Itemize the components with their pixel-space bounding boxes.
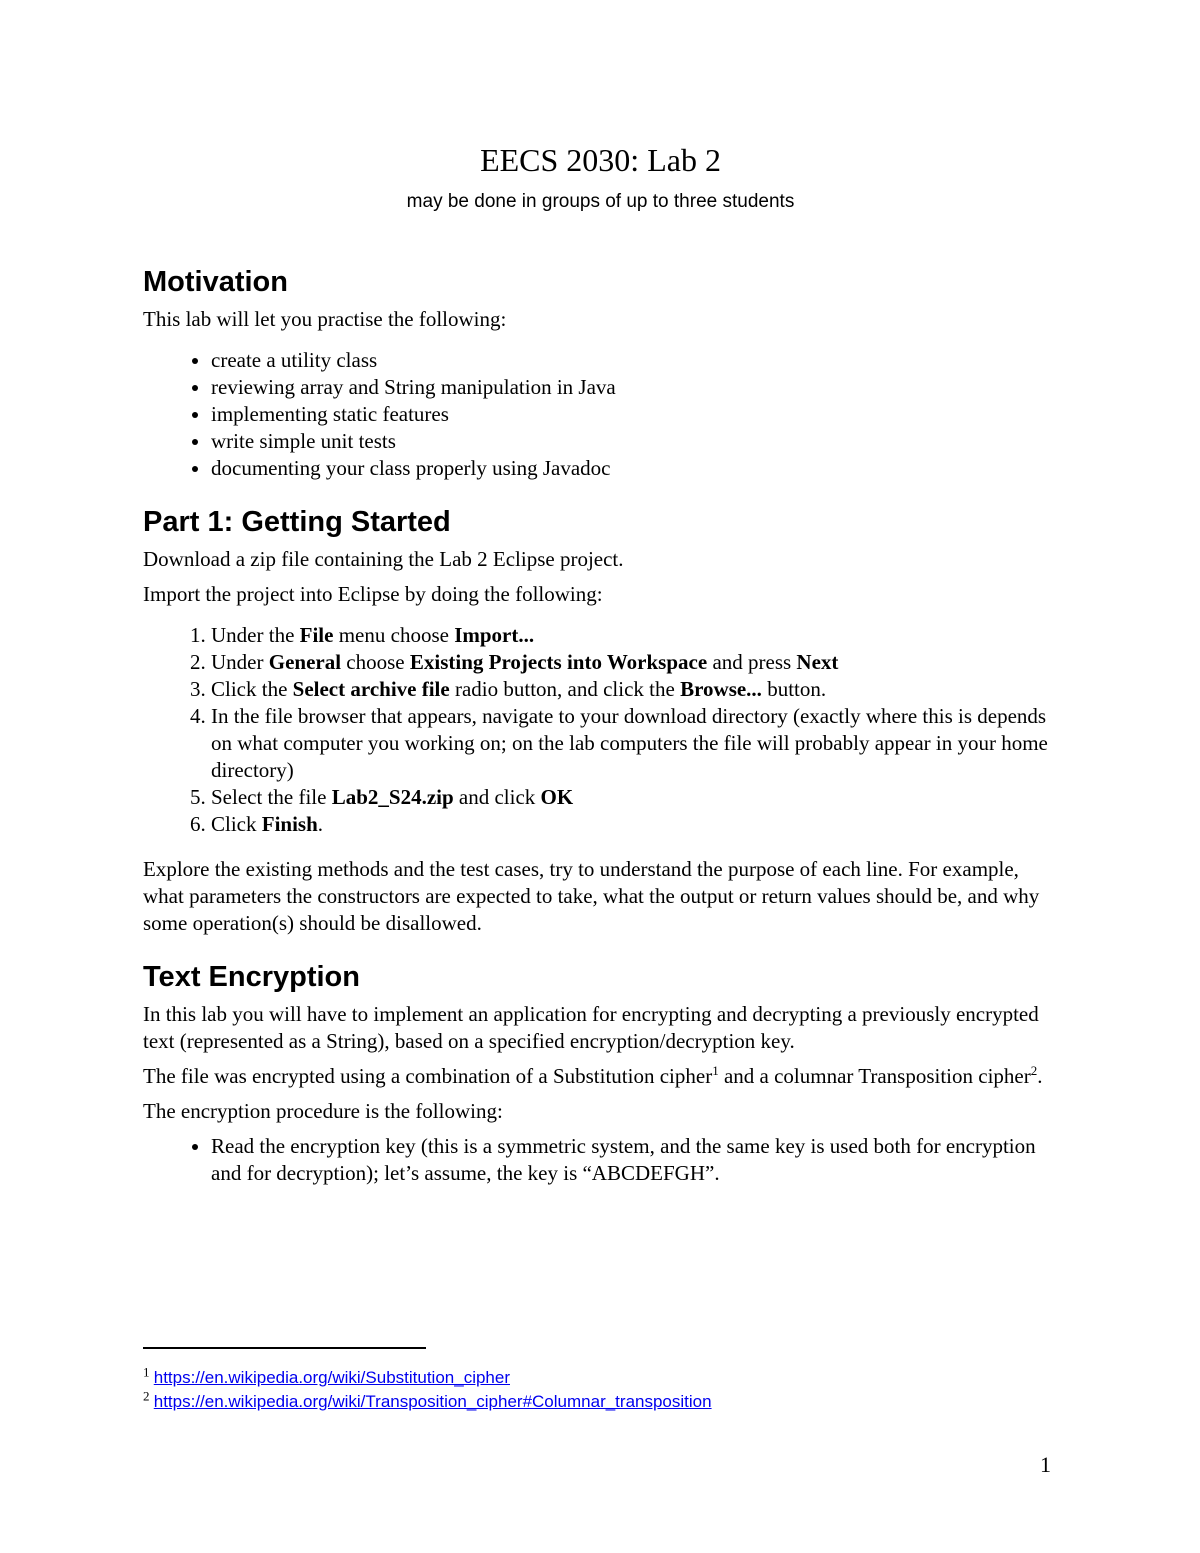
part1-section (143, 504, 1058, 937)
footnote-ref-1[interactable]: 1 (712, 1063, 719, 1078)
list-item: 4. In the file browser that appears, navigate to your download directory (exactly where this is depends on what computer you working on; on the lab computers the file will probably appear in your home directory) (211, 703, 1058, 784)
encryption-heading: Text Encryption (143, 961, 360, 993)
encryption-paragraph: The encryption procedure is the following: (143, 1099, 503, 1123)
import-steps-list (143, 622, 1058, 838)
encryption-steps-list (143, 1133, 1058, 1187)
part1-heading: Part 1: Getting Started (143, 506, 451, 538)
list-item: • write simple unit tests (211, 428, 1058, 455)
list-item: • reviewing array and String manipulation in Java (211, 374, 1058, 401)
list-item: • Read the encryption key (this is a symmetric system, and the same key is used both for encryption and for decryption); let’s assume, the key is “ABCDEFGH”. (211, 1133, 1058, 1187)
footnote-ref-2[interactable]: 2 (1030, 1063, 1038, 1078)
list-item: 3. Click the Select archive file radio button, and click the Browse... button. (211, 676, 1058, 703)
list-item: • documenting your class properly using Javadoc (211, 455, 1058, 482)
motivation-intro: This lab will let you practise the following: (143, 307, 507, 331)
footnote-link-2[interactable]: https://en.wikipedia.org/wiki/Transposition_cipher#Columnar_transposition (153, 1392, 712, 1411)
footnote-2: $^2$ https://en.wikipedia.org/wiki/Transposition_cipher#Columnar_transposition (143, 1388, 712, 1411)
page-content (143, 140, 1058, 1209)
footnote-link-1[interactable]: https://en.wikipedia.org/wiki/Substitution_cipher (153, 1368, 510, 1387)
motivation-heading: Motivation (143, 266, 288, 298)
part1-explore-paragraph: Explore the existing methods and the test cases, try to understand the purpose of each line. For example, what parameters the constructors are expected to take, what the output or return values should be, and why some operation(s) should be disallowed. (143, 857, 1040, 935)
motivation-list (143, 347, 1058, 482)
footnote-divider (143, 1347, 426, 1349)
part1-paragraph: Download a zip file containing the Lab 2 Eclipse project. (143, 547, 624, 571)
encryption-cipher-paragraph: The file was encrypted using a combination of a Substitution cipher$^1$ and a columnar Transposition cipher$^2$. (143, 1063, 1043, 1088)
footnote-1: $^1$ https://en.wikipedia.org/wiki/Substitution_cipher (143, 1364, 510, 1387)
motivation-section (143, 264, 1058, 482)
list-item: 6. Click Finish. (211, 811, 1058, 838)
page-subtitle: may be done in groups of up to three students (406, 191, 795, 212)
page-number: 1 (1040, 1452, 1051, 1477)
encryption-paragraph: In this lab you will have to implement an application for encrypting and decrypting a previously encrypted text (represented as a String), based on a specified encryption/decryption key. (143, 1002, 1039, 1053)
list-item: • create a utility class (211, 347, 1058, 374)
part1-paragraph: Import the project into Eclipse by doing the following: (143, 582, 603, 606)
list-item: 2. Under General choose Existing Projects into Workspace and press Next (211, 649, 1058, 676)
list-item: • implementing static features (211, 401, 1058, 428)
encryption-section (143, 959, 1058, 1187)
footnotes (143, 1366, 1058, 1414)
list-item: 1. Under the File menu choose Import... (211, 622, 1058, 649)
page-title: EECS 2030: Lab 2 (480, 142, 721, 178)
list-item: 5. Select the file Lab2_S24.zip and click OK (211, 784, 1058, 811)
